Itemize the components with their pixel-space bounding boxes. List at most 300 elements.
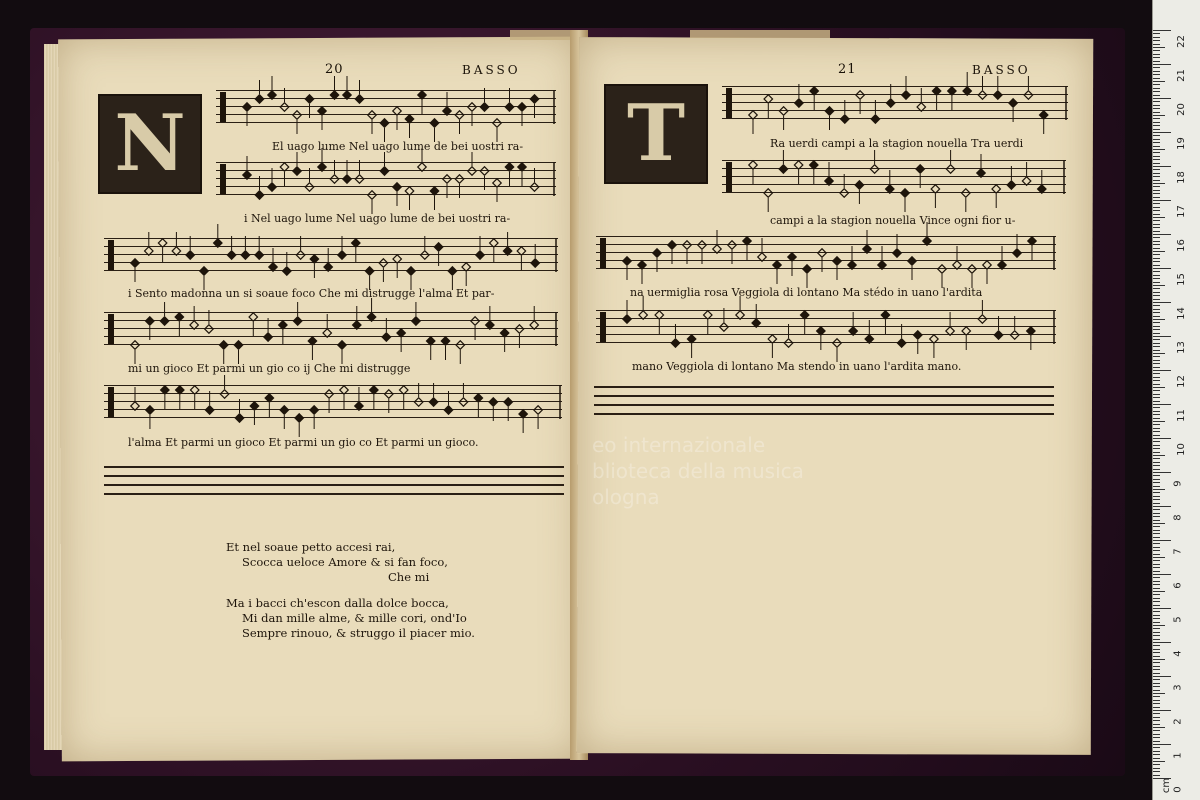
note-head bbox=[370, 386, 378, 394]
note-head bbox=[367, 313, 375, 321]
ruler-minor-tick bbox=[1153, 441, 1160, 442]
ruler-major-tick bbox=[1153, 370, 1171, 371]
ruler-minor-tick bbox=[1153, 112, 1160, 113]
note-head bbox=[430, 119, 438, 127]
note-head bbox=[186, 251, 194, 259]
note-head bbox=[368, 191, 376, 199]
ruler-minor-tick bbox=[1153, 734, 1160, 735]
music-staff bbox=[104, 238, 558, 274]
note-head bbox=[893, 249, 901, 257]
note-head bbox=[468, 167, 476, 175]
music-staff bbox=[722, 160, 1066, 196]
ruler-label: 14 bbox=[1175, 307, 1187, 320]
part-name-left: BASSO bbox=[462, 63, 521, 77]
lyric-line: mi un gioco Et parmi un gio co ij Che mi distrugge bbox=[128, 362, 411, 375]
ruler-minor-tick bbox=[1153, 747, 1160, 748]
note-head bbox=[264, 333, 272, 341]
note-head bbox=[881, 311, 889, 319]
ruler-minor-tick bbox=[1153, 720, 1160, 721]
ruler-minor-tick bbox=[1153, 173, 1160, 174]
lyric-line: Ra uerdi campi a la stagion nouella Tra uerdi bbox=[770, 137, 1024, 150]
note-head bbox=[962, 327, 970, 335]
ruler-minor-tick bbox=[1153, 622, 1160, 623]
ruler-minor-tick bbox=[1153, 254, 1160, 255]
ruler-minor-tick bbox=[1153, 71, 1160, 72]
ruler-label: 10 bbox=[1175, 443, 1187, 456]
ruler-minor-tick bbox=[1153, 737, 1160, 738]
note-head bbox=[764, 189, 772, 197]
ruler-minor-tick bbox=[1153, 183, 1165, 184]
ruler-minor-tick bbox=[1153, 210, 1160, 211]
ruler-minor-tick bbox=[1153, 605, 1160, 606]
music-staff bbox=[216, 90, 556, 126]
ruler-minor-tick bbox=[1153, 67, 1160, 68]
ruler-minor-tick bbox=[1153, 387, 1165, 388]
ruler-minor-tick bbox=[1153, 288, 1160, 289]
ruler-minor-tick bbox=[1153, 224, 1160, 225]
ruler-minor-tick bbox=[1153, 594, 1160, 595]
note-head bbox=[784, 339, 792, 347]
note-head bbox=[704, 311, 712, 319]
ruler-minor-tick bbox=[1153, 421, 1165, 422]
ruler-minor-tick bbox=[1153, 220, 1160, 221]
ruler-label: 21 bbox=[1175, 69, 1187, 82]
ruler-label: 19 bbox=[1175, 137, 1187, 150]
ruler-minor-tick bbox=[1153, 407, 1160, 408]
note-head bbox=[855, 181, 863, 189]
ruler-minor-tick bbox=[1153, 693, 1165, 694]
ruler-major-tick bbox=[1153, 302, 1171, 303]
ruler-minor-tick bbox=[1153, 353, 1165, 354]
ruler-major-tick bbox=[1153, 404, 1171, 405]
note-head bbox=[385, 390, 393, 398]
music-staff bbox=[104, 312, 558, 348]
lyric-line: i Sento madonna un si soaue foco Che mi distrugge l'alma Et par- bbox=[128, 287, 495, 300]
note-head bbox=[994, 91, 1002, 99]
note-head bbox=[489, 398, 497, 406]
ruler-major-tick bbox=[1153, 268, 1171, 269]
ruler-minor-tick bbox=[1153, 717, 1160, 718]
ruler-minor-tick bbox=[1153, 499, 1160, 500]
note-head bbox=[421, 251, 429, 259]
ruler-minor-tick bbox=[1153, 91, 1160, 92]
ruler-minor-tick bbox=[1153, 278, 1160, 279]
ruler-minor-tick bbox=[1153, 581, 1160, 582]
verse-line: Sempre rinouo, & struggo il piacer mio. bbox=[242, 626, 475, 640]
note-head bbox=[886, 99, 894, 107]
note-head bbox=[255, 251, 263, 259]
watermark-line: blioteca della musica bbox=[592, 459, 804, 483]
note-head bbox=[220, 390, 228, 398]
ruler-minor-tick bbox=[1153, 271, 1160, 272]
ruler-label: 8 bbox=[1172, 514, 1184, 521]
note-head bbox=[1038, 185, 1046, 193]
note-head bbox=[330, 91, 338, 99]
note-head bbox=[800, 311, 808, 319]
note-head bbox=[530, 321, 538, 329]
note-head bbox=[1010, 331, 1018, 339]
lyric-line: i Nel uago lume Nel uago lume de bei uostri ra- bbox=[244, 212, 511, 225]
ruler-minor-tick bbox=[1153, 299, 1160, 300]
note-head bbox=[318, 107, 326, 115]
note-head bbox=[305, 95, 313, 103]
ruler-minor-tick bbox=[1153, 513, 1160, 514]
note-head bbox=[530, 183, 538, 191]
note-head bbox=[175, 313, 183, 321]
ruler-major-tick bbox=[1153, 64, 1171, 65]
note-head bbox=[720, 323, 728, 331]
note-head bbox=[308, 337, 316, 345]
ruler-minor-tick bbox=[1153, 683, 1160, 684]
ruler-minor-tick bbox=[1153, 567, 1160, 568]
ruler-minor-tick bbox=[1153, 319, 1165, 320]
note-head bbox=[455, 175, 463, 183]
note-head bbox=[407, 267, 415, 275]
note-head bbox=[405, 115, 413, 123]
ruler-minor-tick bbox=[1153, 152, 1160, 153]
note-head bbox=[817, 327, 825, 335]
ruler-minor-tick bbox=[1153, 703, 1160, 704]
note-head bbox=[849, 327, 857, 335]
note-head bbox=[518, 163, 526, 171]
note-head bbox=[280, 163, 288, 171]
note-head bbox=[265, 394, 273, 402]
ruler-major-tick bbox=[1153, 200, 1171, 201]
note-head bbox=[779, 107, 787, 115]
ruler-minor-tick bbox=[1153, 57, 1160, 58]
note-head bbox=[841, 115, 849, 123]
ruler-minor-tick bbox=[1153, 724, 1160, 725]
music-staff bbox=[596, 236, 1056, 272]
ruler-major-tick bbox=[1153, 710, 1171, 711]
note-head bbox=[493, 119, 501, 127]
note-head bbox=[269, 263, 277, 271]
ruler-minor-tick bbox=[1153, 458, 1160, 459]
ruler-minor-tick bbox=[1153, 713, 1160, 714]
verse-line: Mi dan mille alme, & mille cori, ond'Io bbox=[242, 611, 467, 625]
ruler-label: 22 bbox=[1175, 35, 1187, 48]
ruler-minor-tick bbox=[1153, 74, 1160, 75]
ruler-major-tick bbox=[1153, 574, 1171, 575]
ruler-minor-tick bbox=[1153, 275, 1160, 276]
note-head bbox=[305, 183, 313, 191]
ruler-minor-tick bbox=[1153, 115, 1165, 116]
ruler-label: 20 bbox=[1175, 103, 1187, 116]
ruler-minor-tick bbox=[1153, 601, 1160, 602]
note-head bbox=[901, 189, 909, 197]
ruler-label: 1 bbox=[1172, 752, 1184, 759]
ruler-minor-tick bbox=[1153, 339, 1160, 340]
ruler-minor-tick bbox=[1153, 751, 1160, 752]
note-head bbox=[368, 111, 376, 119]
ruler-minor-tick bbox=[1153, 282, 1160, 283]
ruler-minor-tick bbox=[1153, 190, 1160, 191]
clef-icon bbox=[108, 387, 114, 417]
ruler-minor-tick bbox=[1153, 764, 1160, 765]
note-head bbox=[1024, 91, 1032, 99]
ruler-minor-tick bbox=[1153, 95, 1160, 96]
note-head bbox=[833, 339, 841, 347]
ruler-minor-tick bbox=[1153, 761, 1165, 762]
ruler-minor-tick bbox=[1153, 40, 1160, 41]
note-head bbox=[978, 91, 986, 99]
ruler-minor-tick bbox=[1153, 295, 1160, 296]
ruler-minor-tick bbox=[1153, 163, 1160, 164]
note-head bbox=[902, 91, 910, 99]
music-staff bbox=[722, 86, 1068, 122]
note-head bbox=[698, 241, 706, 249]
note-head bbox=[840, 189, 848, 197]
library-watermark bbox=[592, 432, 804, 510]
note-head bbox=[249, 313, 257, 321]
note-head bbox=[788, 253, 796, 261]
ruler-minor-tick bbox=[1153, 465, 1160, 466]
note-head bbox=[931, 185, 939, 193]
ruler-minor-tick bbox=[1153, 346, 1160, 347]
music-staff bbox=[216, 162, 556, 198]
ruler-minor-tick bbox=[1153, 550, 1160, 551]
ruler-label: 7 bbox=[1172, 548, 1184, 555]
note-head bbox=[214, 239, 222, 247]
note-head bbox=[493, 179, 501, 187]
note-head bbox=[865, 335, 873, 343]
clef-icon bbox=[600, 238, 606, 268]
ruler-minor-tick bbox=[1153, 547, 1160, 548]
note-head bbox=[848, 261, 856, 269]
note-head bbox=[205, 325, 213, 333]
note-head bbox=[296, 251, 304, 259]
note-head bbox=[878, 261, 886, 269]
note-head bbox=[764, 95, 772, 103]
ruler-minor-tick bbox=[1153, 401, 1160, 402]
ruler-minor-tick bbox=[1153, 424, 1160, 425]
tape-strip bbox=[690, 30, 830, 38]
ruler-minor-tick bbox=[1153, 557, 1165, 558]
ruler-minor-tick bbox=[1153, 571, 1160, 572]
note-head bbox=[441, 337, 449, 345]
note-head bbox=[250, 402, 258, 410]
note-head bbox=[923, 237, 931, 245]
ruler-minor-tick bbox=[1153, 611, 1160, 612]
note-head bbox=[158, 239, 166, 247]
ruler-minor-tick bbox=[1153, 373, 1160, 374]
decorated-initial-left bbox=[98, 94, 202, 194]
note-head bbox=[638, 261, 646, 269]
ruler-minor-tick bbox=[1153, 696, 1160, 697]
ruler-minor-tick bbox=[1153, 193, 1160, 194]
clef-icon bbox=[108, 240, 114, 270]
note-head bbox=[825, 107, 833, 115]
note-head bbox=[293, 111, 301, 119]
part-name-right: BASSO bbox=[972, 63, 1031, 77]
ruler-minor-tick bbox=[1153, 492, 1160, 493]
note-head bbox=[429, 398, 437, 406]
ruler-minor-tick bbox=[1153, 758, 1160, 759]
ruler-minor-tick bbox=[1153, 554, 1160, 555]
note-head bbox=[280, 103, 288, 111]
note-head bbox=[779, 165, 787, 173]
note-head bbox=[234, 341, 242, 349]
ruler-minor-tick bbox=[1153, 516, 1160, 517]
note-head bbox=[444, 406, 452, 414]
ruler-minor-tick bbox=[1153, 367, 1160, 368]
clef-icon bbox=[220, 92, 226, 122]
note-head bbox=[531, 259, 539, 267]
ruler-minor-tick bbox=[1153, 237, 1160, 238]
note-head bbox=[505, 163, 513, 171]
ruler-minor-tick bbox=[1153, 84, 1160, 85]
ruler-minor-tick bbox=[1153, 768, 1160, 769]
ruler-major-tick bbox=[1153, 506, 1171, 507]
ruler-minor-tick bbox=[1153, 251, 1165, 252]
ruler-minor-tick bbox=[1153, 384, 1160, 385]
note-head bbox=[280, 406, 288, 414]
note-head bbox=[393, 255, 401, 263]
note-head bbox=[480, 167, 488, 175]
ruler-major-tick bbox=[1153, 98, 1171, 99]
empty-staff bbox=[104, 466, 564, 502]
ruler-label: 9 bbox=[1172, 480, 1184, 487]
ruler-label: 15 bbox=[1175, 273, 1187, 286]
ruler-minor-tick bbox=[1153, 428, 1160, 429]
note-head bbox=[146, 317, 154, 325]
ruler-minor-tick bbox=[1153, 207, 1160, 208]
note-head bbox=[338, 251, 346, 259]
lyric-line: na uermiglia rosa Veggiola di lontano Ma stédo in uano l'ardita bbox=[630, 286, 983, 299]
ruler-minor-tick bbox=[1153, 61, 1160, 62]
ruler-minor-tick bbox=[1153, 635, 1160, 636]
music-staff bbox=[596, 310, 1056, 346]
note-head bbox=[146, 406, 154, 414]
note-head bbox=[977, 169, 985, 177]
ruler-minor-tick bbox=[1153, 662, 1160, 663]
ruler-minor-tick bbox=[1153, 380, 1160, 381]
note-head bbox=[938, 265, 946, 273]
ruler-minor-tick bbox=[1153, 156, 1160, 157]
ruler-major-tick bbox=[1153, 540, 1171, 541]
clef-icon bbox=[600, 312, 606, 342]
note-head bbox=[736, 311, 744, 319]
note-head bbox=[752, 319, 760, 327]
note-head bbox=[293, 167, 301, 175]
note-head bbox=[160, 317, 168, 325]
note-head bbox=[810, 87, 818, 95]
ruler-minor-tick bbox=[1153, 475, 1160, 476]
verse-line: Scocca ueloce Amore & si fan foco, bbox=[242, 555, 448, 569]
note-head bbox=[380, 119, 388, 127]
ruler-label: 13 bbox=[1175, 341, 1187, 354]
note-head bbox=[448, 267, 456, 275]
clef-icon bbox=[220, 164, 226, 194]
note-head bbox=[856, 91, 864, 99]
ruler-minor-tick bbox=[1153, 503, 1160, 504]
note-head bbox=[818, 249, 826, 257]
ruler-label: 11 bbox=[1175, 409, 1187, 422]
note-head bbox=[687, 335, 695, 343]
lyric-line: campi a la stagion nouella Vince ogni fior u- bbox=[770, 214, 1016, 227]
note-head bbox=[434, 243, 442, 251]
ruler-minor-tick bbox=[1153, 771, 1160, 772]
note-head bbox=[863, 245, 871, 253]
note-head bbox=[355, 95, 363, 103]
ruler-minor-tick bbox=[1153, 149, 1165, 150]
ruler-minor-tick bbox=[1153, 659, 1165, 660]
note-head bbox=[639, 311, 647, 319]
note-head bbox=[227, 251, 235, 259]
note-head bbox=[343, 91, 351, 99]
lyric-line: mano Veggiola di lontano Ma stendo in uano l'ardita mano. bbox=[632, 360, 962, 373]
note-head bbox=[340, 386, 348, 394]
ruler-minor-tick bbox=[1153, 125, 1160, 126]
note-head bbox=[773, 261, 781, 269]
note-head bbox=[243, 171, 251, 179]
note-head bbox=[749, 161, 757, 169]
ruler-major-tick bbox=[1153, 744, 1171, 745]
ruler-minor-tick bbox=[1153, 666, 1160, 667]
ruler-minor-tick bbox=[1153, 258, 1160, 259]
note-head bbox=[352, 239, 360, 247]
note-head bbox=[418, 163, 426, 171]
ruler-minor-tick bbox=[1153, 47, 1165, 48]
note-head bbox=[405, 187, 413, 195]
note-head bbox=[355, 175, 363, 183]
ruler-minor-tick bbox=[1153, 775, 1160, 776]
note-head bbox=[1013, 249, 1021, 257]
ruler-minor-tick bbox=[1153, 469, 1160, 470]
note-head bbox=[241, 251, 249, 259]
note-head bbox=[871, 115, 879, 123]
note-head bbox=[530, 95, 538, 103]
note-head bbox=[283, 267, 291, 275]
ruler-label: 16 bbox=[1175, 239, 1187, 252]
ruler-minor-tick bbox=[1153, 489, 1165, 490]
note-head bbox=[794, 161, 802, 169]
note-head bbox=[833, 257, 841, 265]
note-head bbox=[1022, 177, 1030, 185]
ruler-label: 4 bbox=[1172, 650, 1184, 657]
note-head bbox=[205, 406, 213, 414]
ruler-minor-tick bbox=[1153, 679, 1160, 680]
ruler-minor-tick bbox=[1153, 414, 1160, 415]
note-head bbox=[382, 333, 390, 341]
ruler-minor-tick bbox=[1153, 231, 1160, 232]
initial-letter: N bbox=[114, 98, 186, 189]
ruler-minor-tick bbox=[1153, 322, 1160, 323]
ruler-minor-tick bbox=[1153, 129, 1160, 130]
note-head bbox=[268, 183, 276, 191]
clef-icon bbox=[108, 314, 114, 344]
note-head bbox=[653, 249, 661, 257]
decorated-initial-right bbox=[604, 84, 708, 184]
ruler-minor-tick bbox=[1153, 431, 1160, 432]
note-head bbox=[131, 402, 139, 410]
ruler-minor-tick bbox=[1153, 656, 1160, 657]
ruler-minor-tick bbox=[1153, 520, 1160, 521]
ruler-minor-tick bbox=[1153, 33, 1160, 34]
verse-line: Ma i bacci ch'escon dalla dolce bocca, bbox=[226, 596, 449, 610]
ruler-minor-tick bbox=[1153, 292, 1160, 293]
note-head bbox=[412, 317, 420, 325]
ruler-minor-tick bbox=[1153, 628, 1160, 629]
ruler-major-tick bbox=[1153, 438, 1171, 439]
note-head bbox=[728, 241, 736, 249]
note-head bbox=[379, 259, 387, 267]
note-head bbox=[503, 247, 511, 255]
note-head bbox=[917, 103, 925, 111]
ruler-major-tick bbox=[1153, 676, 1171, 677]
ruler-minor-tick bbox=[1153, 564, 1160, 565]
note-head bbox=[992, 185, 1000, 193]
